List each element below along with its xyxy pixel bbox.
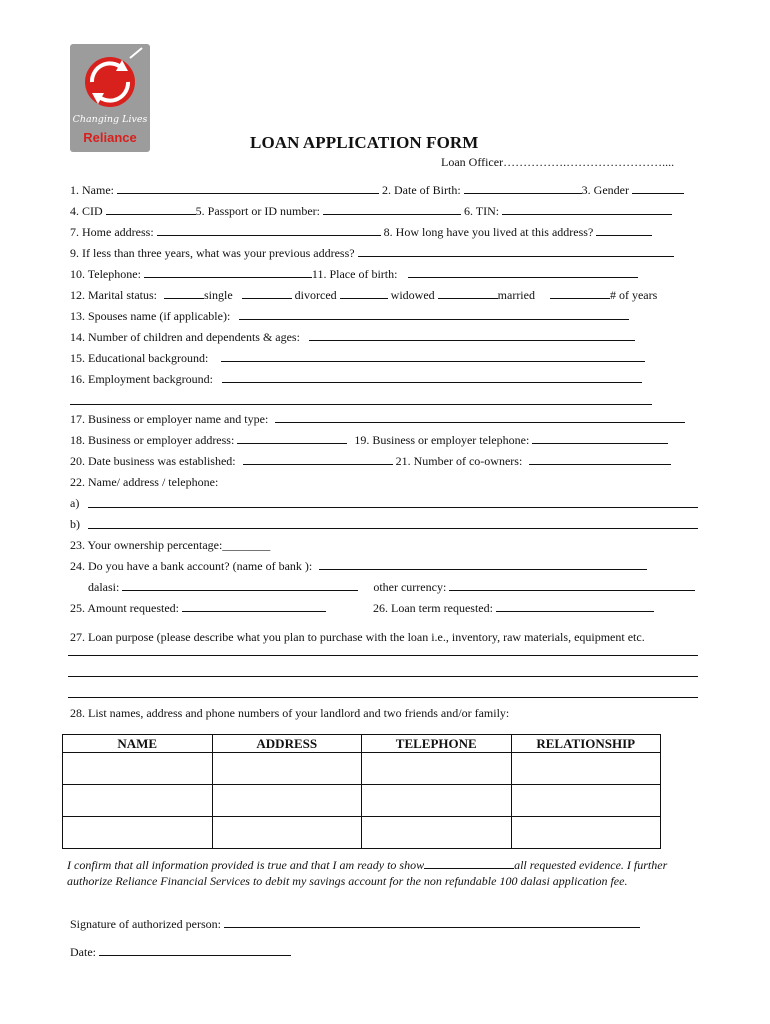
business-telephone-label: 19. Business or employer telephone: <box>354 433 530 447</box>
date-field[interactable] <box>99 945 291 956</box>
dob-field[interactable] <box>464 183 582 194</box>
other-currency-field[interactable] <box>449 580 695 591</box>
row-telephone <box>70 267 638 281</box>
married-label: married <box>497 288 535 302</box>
item-b-field[interactable] <box>88 528 698 529</box>
table-cell[interactable] <box>63 753 213 785</box>
loan-term-field[interactable] <box>496 601 654 612</box>
table-row <box>63 817 661 849</box>
row-name-address-telephone <box>70 475 218 489</box>
row-business-address <box>70 433 668 447</box>
row-business-date <box>70 454 671 468</box>
single-label: single <box>204 288 233 302</box>
widowed-field[interactable] <box>340 288 388 299</box>
home-address-field[interactable] <box>157 225 381 236</box>
how-long-label: 8. How long have you lived at this address? <box>383 225 594 239</box>
years-field[interactable] <box>550 288 610 299</box>
row-name <box>70 183 684 197</box>
date-label: Date: <box>70 945 96 959</box>
table-cell[interactable] <box>212 785 362 817</box>
children-label: 14. Number of children and dependents & ages: <box>70 330 300 344</box>
table-cell[interactable] <box>63 785 213 817</box>
row-currency <box>88 580 695 594</box>
references-table <box>62 734 661 849</box>
telephone-label: 10. Telephone: <box>70 267 141 281</box>
header-address: ADDRESS <box>212 735 362 753</box>
purpose-line-2[interactable] <box>68 676 698 677</box>
item-b-label: b) <box>70 517 80 531</box>
previous-address-field[interactable] <box>358 246 674 257</box>
signature-label: Signature of authorized person: <box>70 917 221 931</box>
header-name: NAME <box>63 735 213 753</box>
item-a-label: a) <box>70 496 80 510</box>
loan-purpose-label: 27. Loan purpose (please describe what you plan to purchase with the loan i.e., inventory, raw materials, equipment etc. <box>70 630 645 644</box>
name-address-telephone-label: 22. Name/ address / telephone: <box>70 475 219 489</box>
table-cell[interactable] <box>511 753 661 785</box>
business-name-field[interactable] <box>275 412 685 423</box>
row-b <box>70 517 80 531</box>
married-field[interactable] <box>438 288 498 299</box>
widowed-label: widowed <box>390 288 435 302</box>
row-references <box>70 706 509 720</box>
previous-address-label: 9. If less than three years, what was your previous address? <box>70 246 355 260</box>
confirmation-text-1: I confirm that all information provided is true and that I am ready to show <box>67 858 425 872</box>
row-home <box>70 225 652 239</box>
row-previous-address <box>70 246 674 260</box>
cid-field[interactable] <box>106 204 196 215</box>
header-telephone: TELEPHONE <box>362 735 512 753</box>
cid-label: 4. CID <box>70 204 103 218</box>
header-relationship: RELATIONSHIP <box>511 735 661 753</box>
employment-extra-line[interactable] <box>70 404 652 405</box>
row-bank <box>70 559 647 573</box>
business-address-field[interactable] <box>237 433 347 444</box>
table-cell[interactable] <box>511 817 661 849</box>
row-ownership <box>70 538 270 552</box>
row-a <box>70 496 79 510</box>
dalasi-field[interactable] <box>122 580 358 591</box>
table-cell[interactable] <box>362 753 512 785</box>
education-label: 15. Educational background: <box>70 351 209 365</box>
form-title: LOAN APPLICATION FORM <box>250 133 479 152</box>
confirmation-statement <box>67 857 707 889</box>
table-cell[interactable] <box>212 817 362 849</box>
signature-field[interactable] <box>224 917 640 928</box>
name-label: 1. Name: <box>70 183 114 197</box>
dalasi-label: dalasi: <box>88 580 120 594</box>
logo-brand-name: Reliance <box>83 130 137 145</box>
place-of-birth-field[interactable] <box>408 267 638 278</box>
row-signature <box>70 917 640 931</box>
passport-label: 5. Passport or ID number: <box>195 204 320 218</box>
loan-term-label: 26. Loan term requested: <box>372 601 493 615</box>
loan-officer-label: Loan Officer…………….…………………….... <box>441 155 675 169</box>
logo-emblem-icon <box>70 44 150 114</box>
place-of-birth-label: 11. Place of birth: <box>311 267 398 281</box>
education-field[interactable] <box>221 351 645 362</box>
table-cell[interactable] <box>362 817 512 849</box>
row-business-name <box>70 412 685 426</box>
employment-label: 16. Employment background: <box>70 372 213 386</box>
table-cell[interactable] <box>63 817 213 849</box>
item-a-field[interactable] <box>88 507 698 508</box>
tin-field[interactable] <box>502 204 672 215</box>
evidence-blank[interactable] <box>424 858 514 869</box>
how-long-field[interactable] <box>596 225 652 236</box>
other-currency-label: other currency: <box>373 580 447 594</box>
table-header-row <box>63 735 661 753</box>
co-owners-label: 21. Number of co-owners: <box>395 454 523 468</box>
employment-field[interactable] <box>222 372 642 383</box>
table-cell[interactable] <box>362 785 512 817</box>
bank-name-field[interactable] <box>319 559 647 570</box>
table-cell[interactable] <box>511 785 661 817</box>
purpose-line-1[interactable] <box>68 655 698 656</box>
reliance-logo <box>70 44 150 152</box>
tin-label: 6. TIN: <box>464 204 500 218</box>
row-marital <box>70 288 657 302</box>
amount-requested-field[interactable] <box>182 601 326 612</box>
co-owners-field[interactable] <box>529 454 671 465</box>
business-address-label: 18. Business or employer address: <box>70 433 235 447</box>
table-cell[interactable] <box>212 753 362 785</box>
row-children <box>70 330 635 344</box>
bank-label: 24. Do you have a bank account? (name of bank ): <box>70 559 313 573</box>
table-row <box>63 753 661 785</box>
home-address-label: 7. Home address: <box>70 225 154 239</box>
logo-tagline: Changing Lives <box>72 114 148 125</box>
business-date-label: 20. Date business was established: <box>70 454 236 468</box>
marital-status-label: 12. Marital status: <box>70 288 157 302</box>
gender-label: 3. Gender <box>581 183 629 197</box>
row-education <box>70 351 645 365</box>
row-spouse <box>70 309 629 323</box>
table-row <box>63 785 661 817</box>
amount-requested-label: 25. Amount requested: <box>70 601 179 615</box>
row-cid <box>70 204 672 218</box>
business-date-field[interactable] <box>243 454 393 465</box>
business-telephone-field[interactable] <box>532 433 668 444</box>
name-field[interactable] <box>117 183 379 194</box>
row-employment <box>70 372 642 386</box>
children-field[interactable] <box>309 330 635 341</box>
years-label: # of years <box>609 288 658 302</box>
business-name-label: 17. Business or employer name and type: <box>70 412 269 426</box>
divorced-label: divorced <box>294 288 337 302</box>
gender-field[interactable] <box>632 183 684 194</box>
passport-field[interactable] <box>323 204 461 215</box>
row-date <box>70 945 291 959</box>
references-label: 28. List names, address and phone numbers of your landlord and two friends and/or family: <box>70 706 510 720</box>
ownership-label: 23. Your ownership percentage:________ <box>70 538 271 552</box>
purpose-line-3[interactable] <box>68 697 698 698</box>
spouse-field[interactable] <box>239 309 629 320</box>
spouse-label: 13. Spouses name (if applicable): <box>70 309 231 323</box>
row-amount <box>70 601 654 615</box>
divorced-field[interactable] <box>242 288 292 299</box>
telephone-field[interactable] <box>144 267 312 278</box>
single-field[interactable] <box>164 288 204 299</box>
dob-label: 2. Date of Birth: <box>382 183 461 197</box>
confirmation-text-2: all requested evidence. I further authorize Reliance Financial Services to debit my savings account for the non refundable 100 dalasi application fee. <box>67 858 668 888</box>
row-purpose <box>70 630 645 644</box>
